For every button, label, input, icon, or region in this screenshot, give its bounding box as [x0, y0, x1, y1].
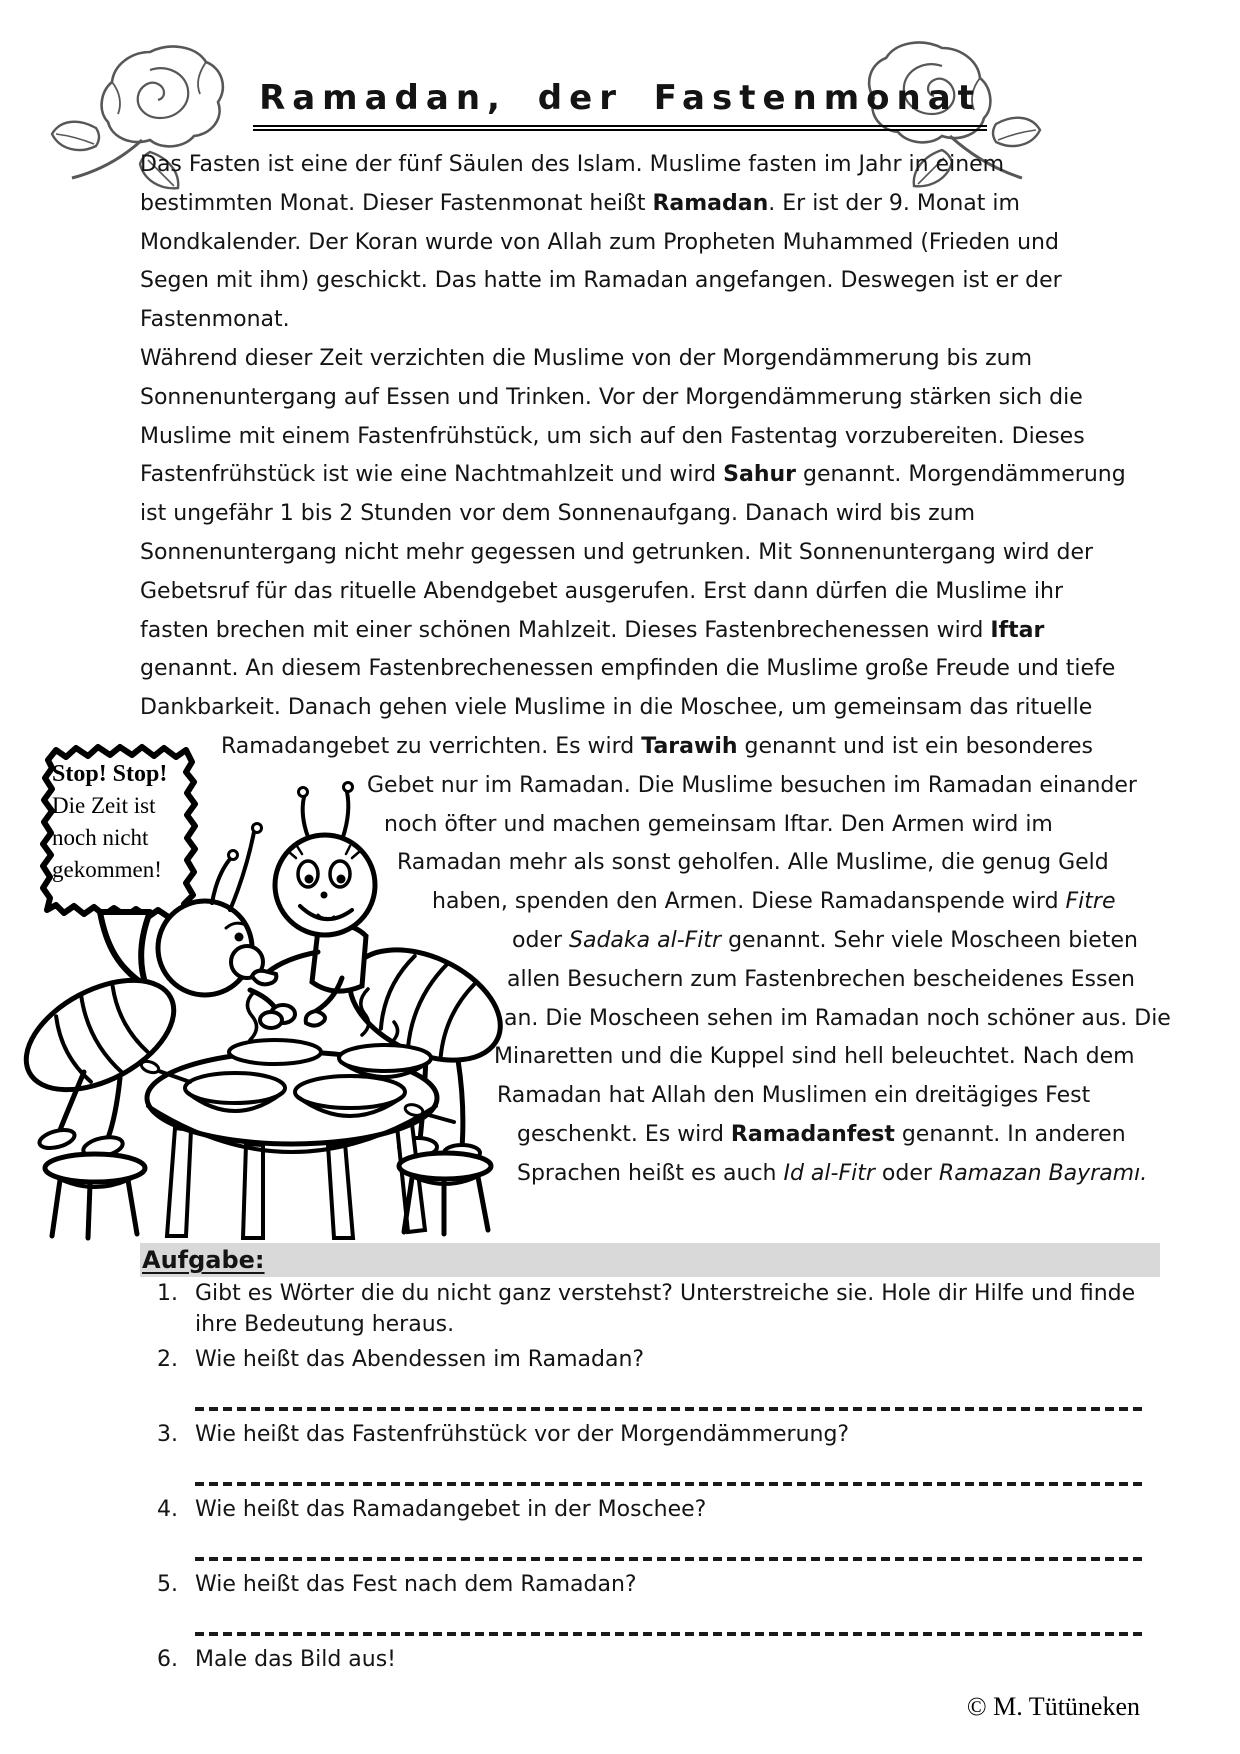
speech-bubble-line: noch nicht: [52, 825, 149, 850]
speech-bubble-line: gekommen!: [52, 857, 162, 882]
article-line: allen Besuchern zum Fastenbrechen bescheidenes Essen: [507, 966, 1135, 992]
task-number: 2.: [157, 1347, 178, 1372]
article-line: Dankbarkeit. Danach gehen viele Muslime in die Moschee, um gemeinsam das rituelle: [140, 695, 1093, 721]
task-number: 5.: [157, 1572, 178, 1597]
task-number: 3.: [157, 1422, 178, 1447]
article-line: ist ungefähr 1 bis 2 Stunden vor dem Sonnenaufgang. Danach wird bis zum: [140, 501, 976, 527]
answer-line: [195, 1482, 1145, 1486]
task-item: [140, 1644, 1160, 1675]
copyright-credit: © M. Tütüneken: [966, 1692, 1140, 1721]
task-section-bar: [140, 1243, 1160, 1277]
task-text: Wie heißt das Fastenfrühstück vor der Morgendämmerung?: [195, 1422, 850, 1447]
article-text: [140, 146, 1180, 1194]
task-section-heading: Aufgabe:: [142, 1246, 265, 1274]
speech-bubble-line: Stop! Stop!: [52, 761, 168, 787]
article-line: Gebet nur im Ramadan. Die Muslime besuchen im Ramadan einander: [367, 772, 1137, 798]
task-text: Male das Bild aus!: [195, 1647, 396, 1672]
answer-line: [195, 1557, 1145, 1561]
article-line: genannt. An diesem Fastenbrechenessen empfinden die Muslime große Freude und tiefe: [140, 656, 1116, 682]
article-line: Ramadangebet zu verrichten. Es wird Tarawih genannt und ist ein besonderes: [221, 733, 1094, 759]
article-line: Sonnenuntergang nicht mehr gegessen und getrunken. Mit Sonnenuntergang wird der: [140, 539, 1094, 565]
task-item: [140, 1278, 1160, 1340]
article-line: Sonnenuntergang auf Essen und Trinken. Vor der Morgendämmerung stärken sich die: [140, 384, 1083, 410]
article-line: Minaretten und die Kuppel sind hell beleuchtet. Nach dem: [494, 1044, 1135, 1070]
speech-bubble-line: Die Zeit ist: [52, 793, 156, 818]
article-line: Fastenfrühstück ist wie eine Nachtmahlzeit und wird Sahur genannt. Morgendämmerung: [140, 462, 1126, 488]
article-line: Segen mit ihm) geschickt. Das hatte im Ramadan angefangen. Deswegen ist er der: [140, 268, 1062, 294]
task-text: Wie heißt das Ramadangebet in der Moschee?: [195, 1497, 707, 1522]
task-list: [140, 1278, 1160, 1679]
answer-line: [195, 1407, 1145, 1411]
task-item: [140, 1494, 1160, 1525]
task-number: 1.: [157, 1281, 178, 1306]
task-item: [140, 1569, 1160, 1600]
answer-line: [195, 1632, 1145, 1636]
task-number: 4.: [157, 1497, 178, 1522]
stool-left: [45, 1154, 145, 1238]
article-line: Ramadan mehr als sonst geholfen. Alle Muslime, die genug Geld: [397, 850, 1109, 876]
article-line: Das Fasten ist eine der fünf Säulen des Islam. Muslime fasten im Jahr in einem: [140, 152, 1005, 177]
speech-bubble-text: [52, 758, 202, 886]
task-item: [140, 1344, 1160, 1375]
article-line: Mondkalender. Der Koran wurde von Allah zum Propheten Muhammed (Frieden und: [140, 229, 1059, 255]
task-text: Gibt es Wörter die du nicht ganz verstehst? Unterstreiche sie. Hole dir Hilfe und finde ihre Bedeutung heraus.: [195, 1281, 1136, 1337]
article-line: Gebetsruf für das rituelle Abendgebet ausgerufen. Erst dann dürfen die Muslime ihr: [140, 578, 1064, 604]
article-line: oder Sadaka al-Fitr genannt. Sehr viele Moscheen bieten: [512, 927, 1138, 953]
article-line: haben, spenden den Armen. Diese Ramadanspende wird Fitre: [432, 889, 1116, 915]
task-number: 6.: [157, 1647, 178, 1672]
article-line: Sprachen heißt es auch Id al-Fitr oder Ramazan Bayramı.: [517, 1160, 1148, 1186]
article-line: bestimmten Monat. Dieser Fastenmonat heißt Ramadan. Er ist der 9. Monat im: [140, 190, 1020, 216]
article-line: geschenkt. Es wird Ramadanfest genannt. In anderen: [517, 1121, 1126, 1147]
task-text: Wie heißt das Abendessen im Ramadan?: [195, 1347, 645, 1372]
page-title: Ramadan, der Fastenmonat: [253, 78, 987, 131]
article-line: Muslime mit einem Fastenfrühstück, um sich auf den Fastentag vorzubereiten. Dieses: [140, 423, 1085, 449]
article-line: fasten brechen mit einer schönen Mahlzeit. Dieses Fastenbrechenessen wird Iftar: [140, 617, 1045, 643]
article-line: noch öfter und machen gemeinsam Iftar. Den Armen wird im: [384, 811, 1053, 837]
task-item: [140, 1419, 1160, 1450]
article-line: Während dieser Zeit verzichten die Muslime von der Morgendämmerung bis zum: [140, 345, 1033, 371]
title-row: [0, 78, 1240, 131]
article-line: Ramadan hat Allah den Muslimen ein dreitägiges Fest: [497, 1083, 1091, 1109]
article-line: Fastenmonat.: [140, 307, 290, 333]
task-text: Wie heißt das Fest nach dem Ramadan?: [195, 1572, 637, 1597]
article-line: an. Die Moscheen sehen im Ramadan noch schöner aus. Die: [504, 1005, 1171, 1031]
